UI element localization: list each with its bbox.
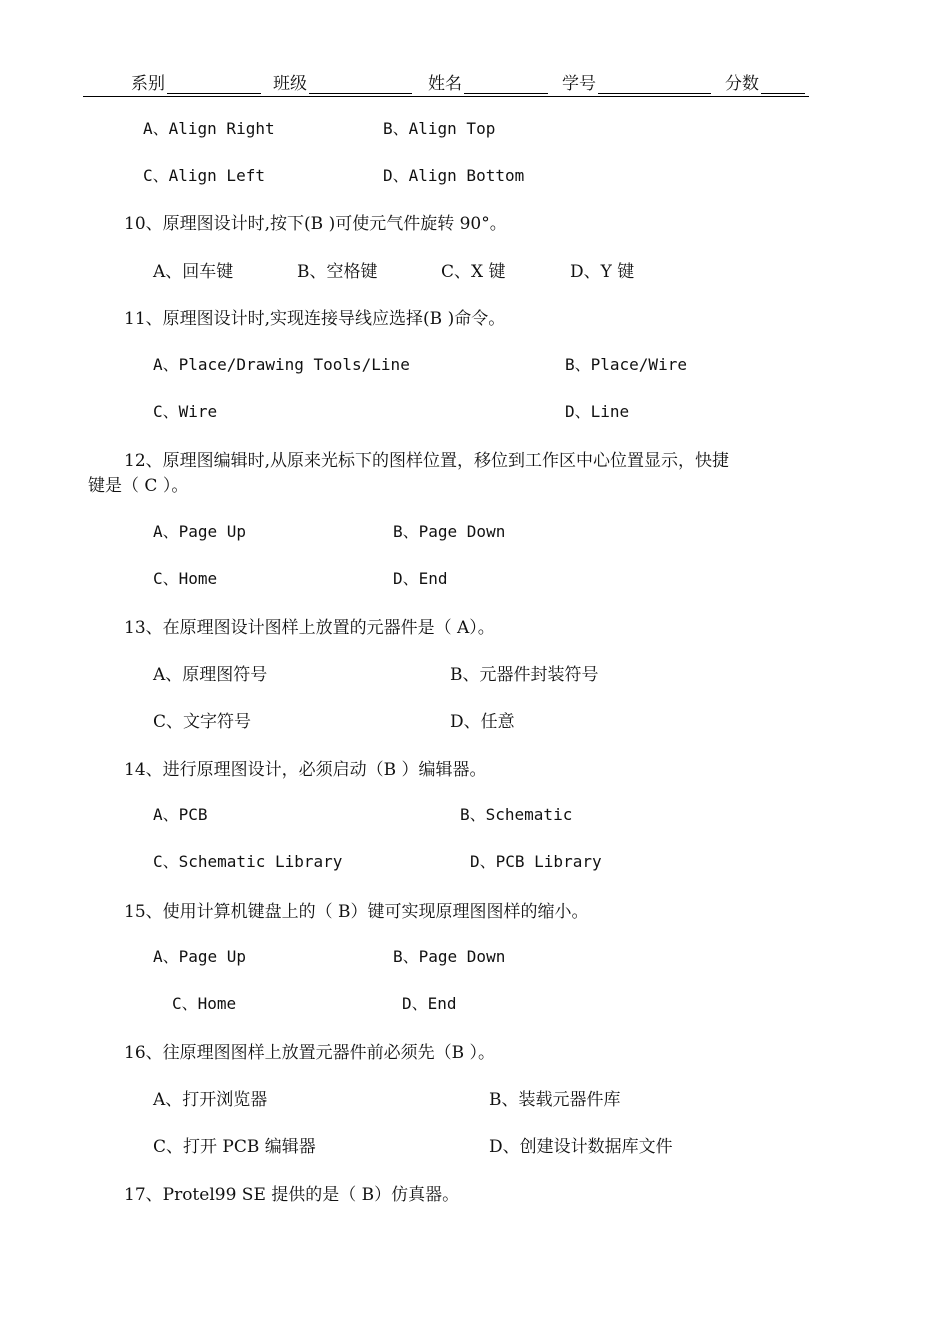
q15-option-b: B、Page Down: [393, 947, 506, 966]
score-label: 分数: [725, 74, 759, 94]
q14-option-c: C、Schematic Library: [153, 852, 343, 871]
q14-option-d: D、PCB Library: [470, 852, 602, 871]
q12-option-c: C、Home: [153, 569, 218, 588]
class-field: [273, 69, 412, 94]
q12-question-line2: 键是（ C ）。: [88, 476, 189, 496]
q16-question: 16、往原理图图样上放置元器件前必须先（B ）。: [124, 1043, 496, 1063]
department-label: 系别: [131, 74, 165, 94]
q13-option-c: C、文字符号: [153, 712, 252, 732]
q11-option-d: D、Line: [565, 402, 630, 421]
q14-option-a: A、PCB: [153, 805, 208, 824]
name-label: 姓名: [428, 74, 462, 94]
q13-question: 13、在原理图设计图样上放置的元器件是（ A）。: [124, 618, 495, 638]
q15-option-a: A、Page Up: [153, 947, 247, 966]
q9-option-a: A、Align Right: [143, 119, 275, 138]
q12-option-a: A、Page Up: [153, 522, 247, 541]
q11-option-b: B、Place/Wire: [565, 355, 687, 374]
score-blank: [761, 75, 805, 94]
exam-header: [83, 66, 809, 97]
q16-option-b: B、装载元器件库: [489, 1090, 621, 1110]
q16-option-a: A、打开浏览器: [153, 1090, 268, 1110]
class-blank: [309, 75, 412, 94]
name-field: [428, 69, 548, 94]
q10-question: 10、原理图设计时,按下(B )可使元气件旋转 90°。: [124, 214, 507, 234]
q11-option-c: C、Wire: [153, 402, 218, 421]
student-id-field: [562, 69, 711, 94]
department-field: [131, 69, 261, 94]
q15-option-c: C、Home: [172, 994, 237, 1013]
q9-option-d: D、Align Bottom: [383, 166, 525, 185]
q10-option-b: B、空格键: [297, 262, 378, 282]
q13-option-a: A、原理图符号: [153, 665, 268, 685]
class-label: 班级: [273, 74, 307, 94]
q10-option-a: A、回车键: [153, 262, 234, 282]
q9-option-b: B、Align Top: [383, 119, 496, 138]
q15-question: 15、使用计算机键盘上的（ B）键可实现原理图图样的缩小。: [124, 902, 589, 922]
q14-question: 14、进行原理图设计，必须启动（B ）编辑器。: [124, 760, 487, 780]
q12-option-b: B、Page Down: [393, 522, 506, 541]
q9-option-c: C、Align Left: [143, 166, 265, 185]
q16-option-d: D、创建设计数据库文件: [489, 1137, 673, 1157]
q15-option-d: D、End: [402, 994, 457, 1013]
score-field: [725, 69, 805, 94]
q13-option-b: B、元器件封装符号: [450, 665, 599, 685]
student-id-label: 学号: [562, 74, 596, 94]
q10-option-c: C、X 键: [441, 262, 506, 282]
q12-question-line1: 12、原理图编辑时,从原来光标下的图样位置，移位到工作区中心位置显示，快捷: [124, 451, 730, 471]
q16-option-c: C、打开 PCB 编辑器: [153, 1137, 316, 1157]
student-id-blank: [598, 75, 711, 94]
q17-question: 17、Protel99 SE 提供的是（ B）仿真器。: [124, 1185, 460, 1205]
department-blank: [167, 75, 261, 94]
q12-option-d: D、End: [393, 569, 448, 588]
q11-option-a: A、Place/Drawing Tools/Line: [153, 355, 410, 374]
q14-option-b: B、Schematic: [460, 805, 573, 824]
q10-option-d: D、Y 键: [570, 262, 635, 282]
name-blank: [464, 75, 548, 94]
q13-option-d: D、任意: [450, 712, 515, 732]
q11-question: 11、原理图设计时,实现连接导线应选择(B )命令。: [124, 309, 506, 329]
